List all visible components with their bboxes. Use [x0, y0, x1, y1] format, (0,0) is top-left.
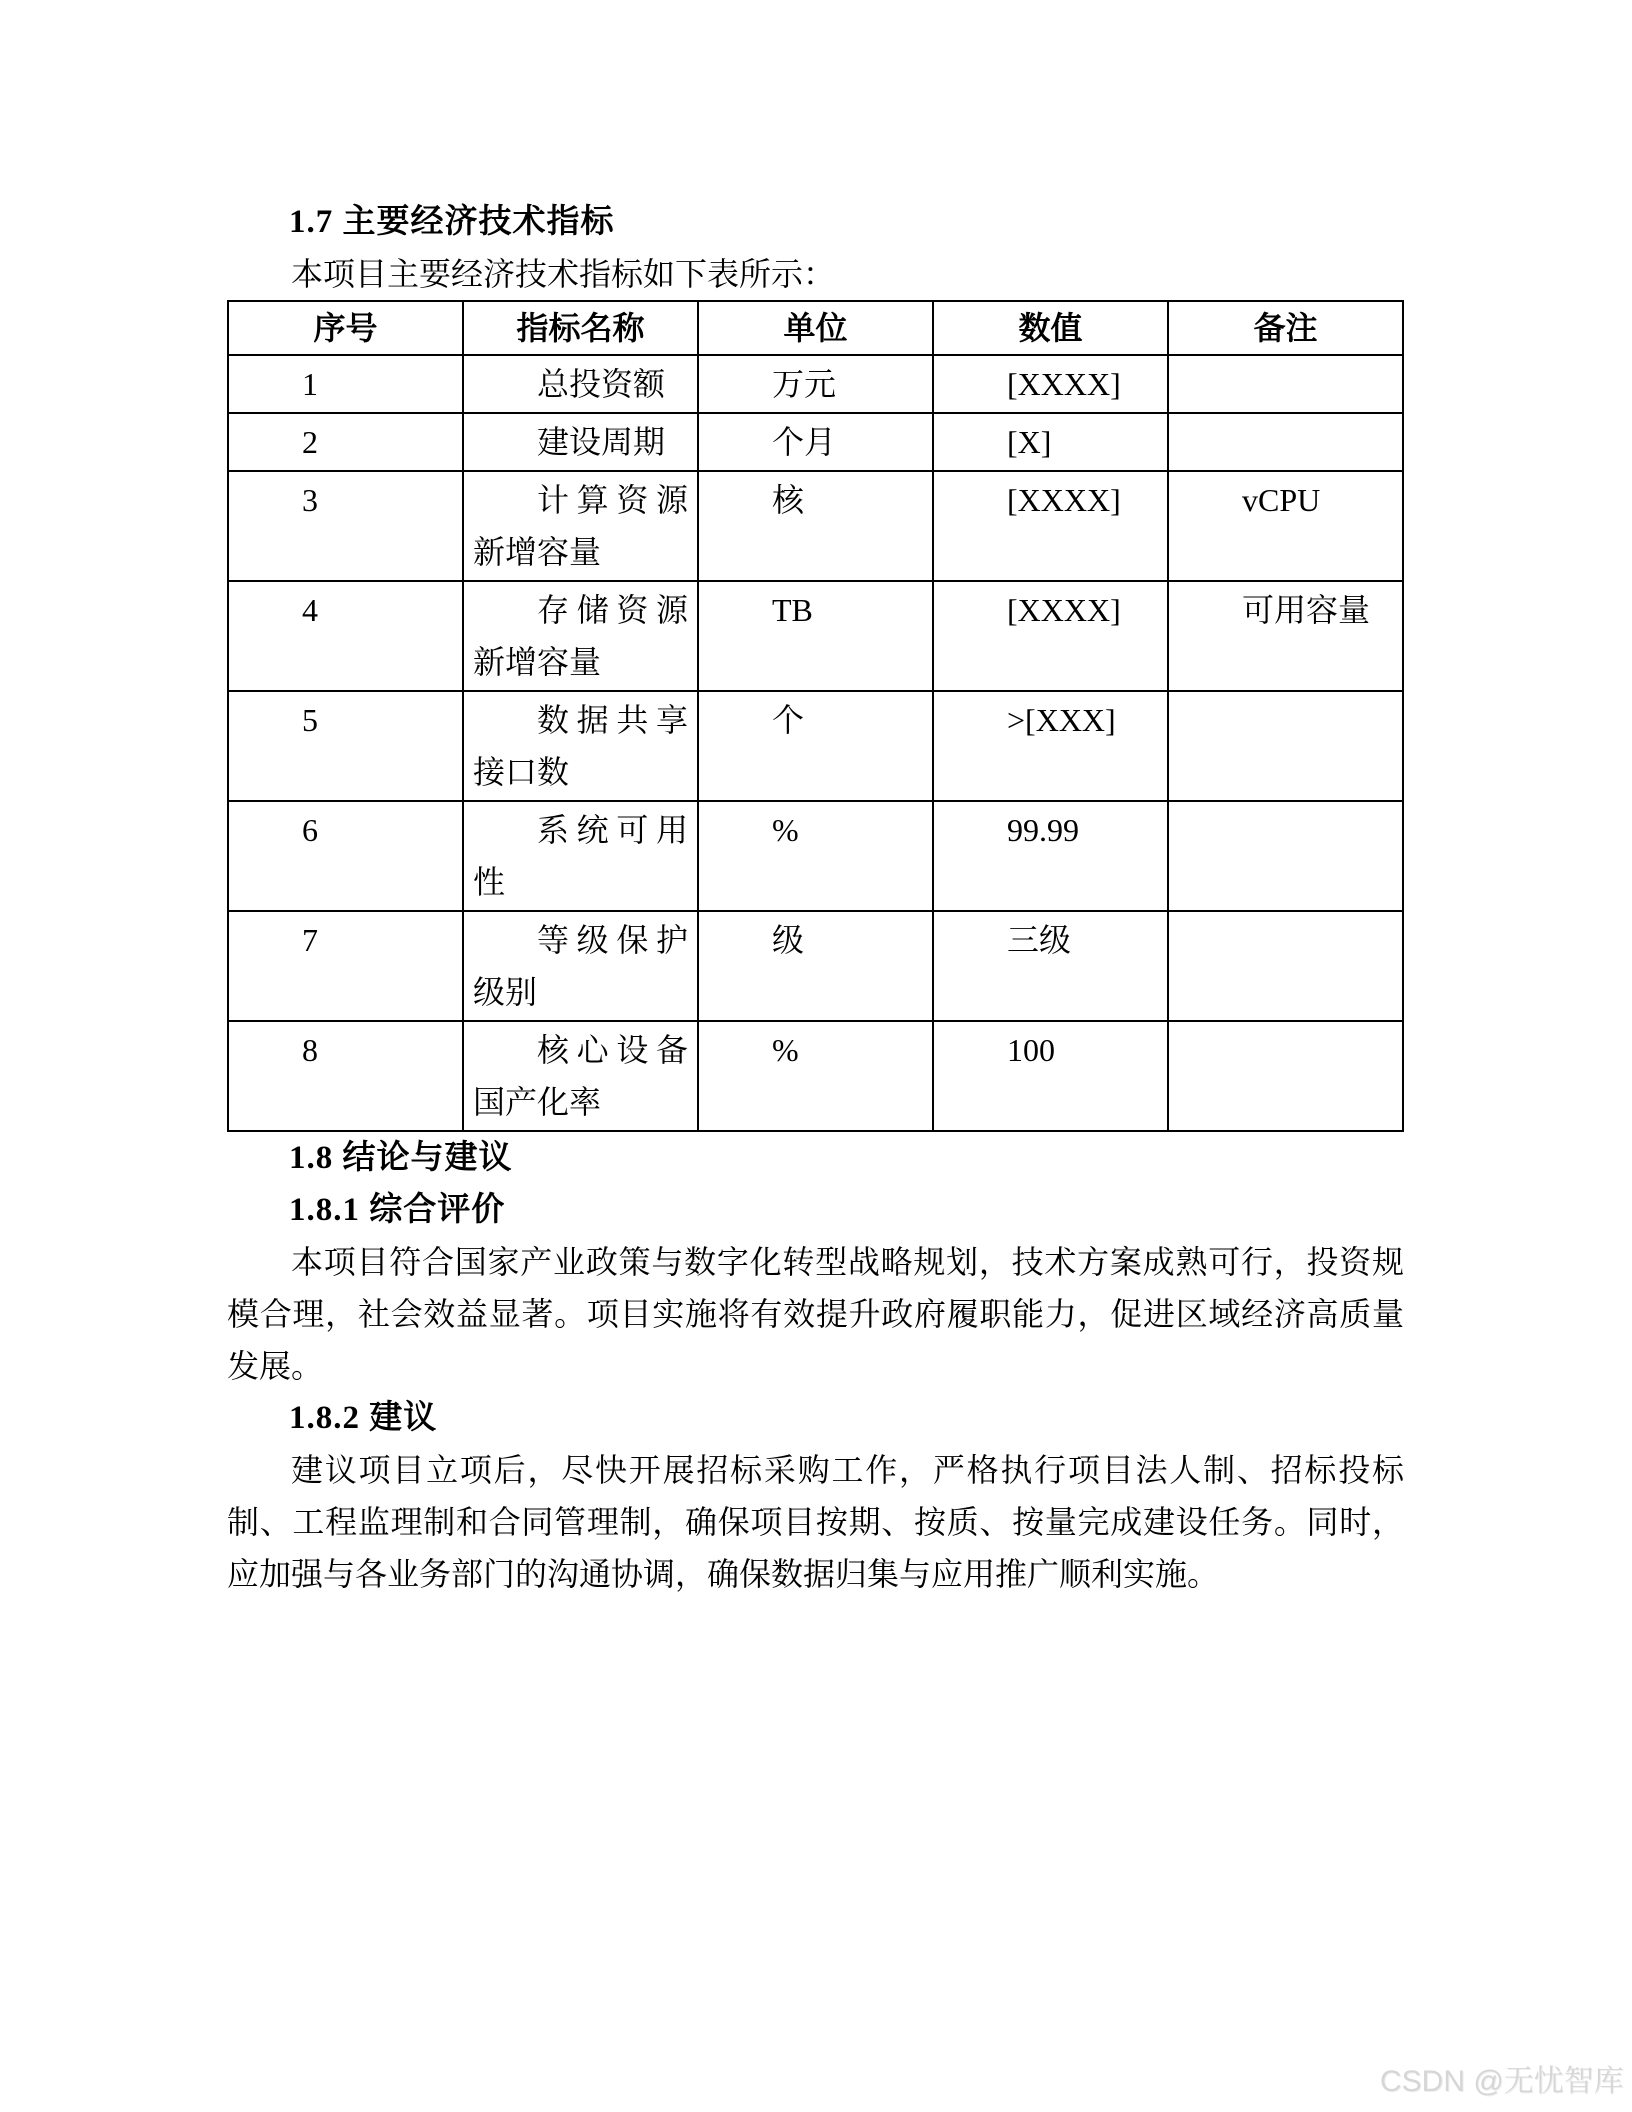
table-cell-name: 存储资源新增容量	[463, 581, 698, 691]
table-cell-note: vCPU	[1168, 471, 1403, 581]
column-header-name: 指标名称	[463, 301, 698, 355]
section-1-8-1-paragraph: 本项目符合国家产业政策与数字化转型战略规划，技术方案成熟可行，投资规模合理，社会效益显著。项目实施将有效提升政府履职能力，促进区域经济高质量发展。	[227, 1244, 1404, 1384]
table-cell-value: [XXXX]	[933, 355, 1168, 413]
table-cell-seq: 6	[228, 801, 463, 911]
column-header-seq: 序号	[228, 301, 463, 355]
section-1-8-1-heading: 1.8.1 综合评价	[289, 1192, 506, 1228]
table-cell-seq: 2	[228, 413, 463, 471]
table-cell-note	[1168, 355, 1403, 413]
section-1-8-heading: 1.8 结论与建议	[289, 1140, 513, 1176]
table-cell-unit: %	[698, 1021, 933, 1131]
table-cell-value: 99.99	[933, 801, 1168, 911]
table-row	[228, 355, 1403, 413]
column-header-note: 备注	[1168, 301, 1403, 355]
section-1-8-2-paragraph: 建议项目立项后，尽快开展招标采购工作，严格执行项目法人制、招标投标制、工程监理制和合同管理制，确保项目按期、按质、按量完成建设任务。同时，应加强与各业务部门的沟通协调，确保数据归集与应用推广顺利实施。	[227, 1452, 1404, 1592]
table-cell-unit: TB	[698, 581, 933, 691]
table-cell-seq: 7	[228, 911, 463, 1021]
section-1-8-2-heading: 1.8.2 建议	[289, 1400, 438, 1436]
column-header-unit: 单位	[698, 301, 933, 355]
section-1-7-heading: 1.7 主要经济技术指标	[289, 204, 615, 240]
table-cell-seq: 5	[228, 691, 463, 801]
table-cell-seq: 3	[228, 471, 463, 581]
table-cell-name: 计算资源新增容量	[463, 471, 698, 581]
table-cell-unit: 级	[698, 911, 933, 1021]
table-cell-note	[1168, 1021, 1403, 1131]
table-row	[228, 911, 1403, 1021]
table-cell-value: >[XXX]	[933, 691, 1168, 801]
table-intro-text: 本项目主要经济技术指标如下表所示：	[291, 256, 836, 292]
indicators-table	[227, 300, 1404, 1132]
table-cell-seq: 1	[228, 355, 463, 413]
table-cell-name: 核心设备国产化率	[463, 1021, 698, 1131]
table-row	[228, 1021, 1403, 1131]
table-cell-name: 数据共享接口数	[463, 691, 698, 801]
table-row	[228, 413, 1403, 471]
table-cell-note: 可用容量	[1168, 581, 1403, 691]
table-cell-value: 100	[933, 1021, 1168, 1131]
table-cell-unit: 万元	[698, 355, 933, 413]
table-cell-name: 等级保护级别	[463, 911, 698, 1021]
table-body	[228, 355, 1403, 1131]
table-cell-value: [X]	[933, 413, 1168, 471]
table-cell-unit: 个月	[698, 413, 933, 471]
table-cell-name: 建设周期	[463, 413, 698, 471]
table-cell-note	[1168, 413, 1403, 471]
table-cell-unit: 个	[698, 691, 933, 801]
table-cell-unit: %	[698, 801, 933, 911]
table-cell-value: [XXXX]	[933, 471, 1168, 581]
csdn-watermark: CSDN @无忧智库	[1380, 2065, 1624, 2098]
table-cell-note	[1168, 691, 1403, 801]
table-cell-name: 总投资额	[463, 355, 698, 413]
table-cell-note	[1168, 801, 1403, 911]
table-row	[228, 581, 1403, 691]
table-cell-unit: 核	[698, 471, 933, 581]
table-cell-note	[1168, 911, 1403, 1021]
table-cell-value: 三级	[933, 911, 1168, 1021]
table-row	[228, 801, 1403, 911]
table-cell-seq: 4	[228, 581, 463, 691]
table-header-row	[228, 301, 1403, 355]
table-cell-seq: 8	[228, 1021, 463, 1131]
table-row	[228, 471, 1403, 581]
table-row	[228, 691, 1403, 801]
column-header-value: 数值	[933, 301, 1168, 355]
table-cell-name: 系统可用性	[463, 801, 698, 911]
table-cell-value: [XXXX]	[933, 581, 1168, 691]
